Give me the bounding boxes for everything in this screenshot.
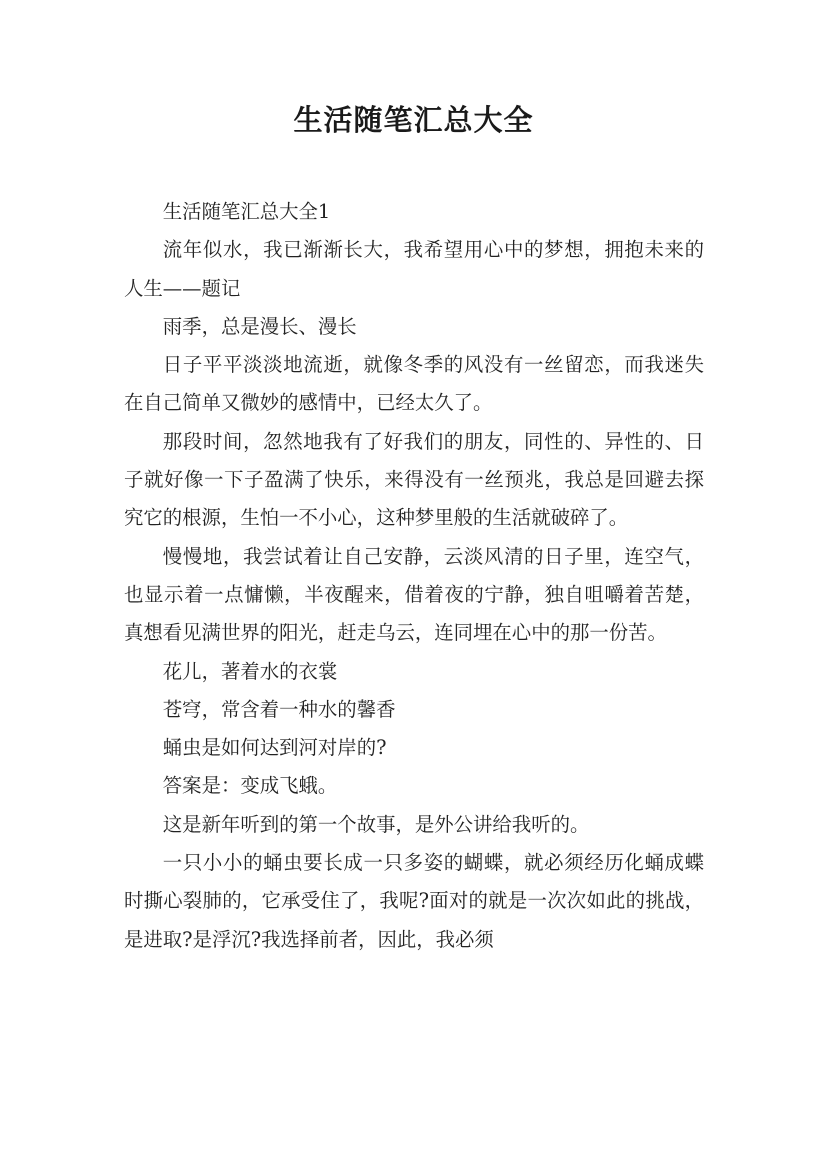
paragraph: 蛹虫是如何达到河对岸的? [162, 736, 387, 760]
paragraph: 答案是：变成飞蛾。 [162, 774, 338, 798]
paragraph: 那段时间，忽然地我有了好我们的朋友，同性的、异性的、日子就好像一下子盈满了快乐，来得没有一丝预兆，我总是回避去探究它的根源，生怕一不小心，这种梦里般的生活就破碎了。 [124, 429, 704, 530]
paragraph: 花儿，著着水的衣裳 [162, 659, 338, 683]
paragraph: 雨季，总是漫长、漫长 [162, 314, 357, 338]
paragraph: 一只小小的蛹虫要长成一只多姿的蝴蝶，就必须经历化蛹成蝶时撕心裂肺的，它承受住了，我呢?面对的就是一次次如此的挑战，是进取?是浮沉?我选择前者，因此，我必须 [124, 851, 704, 951]
paragraph: 慢慢地，我尝试着让自己安静，云淡风清的日子里，连空气，也显示着一点慵懒，半夜醒来，借着夜的宁静，独自咀嚼着苦楚，真想看见满世界的阳光，赶走乌云，连同埋在心中的那一份苦。 [124, 544, 704, 645]
document-body [124, 193, 704, 959]
paragraph: 流年似水，我已渐渐长大，我希望用心中的梦想，拥抱未来的人生——题记 [124, 238, 704, 300]
paragraph: 苍穹，常含着一种水的馨香 [162, 697, 396, 721]
paragraph-heading: 生活随笔汇总大全1 [162, 200, 331, 223]
paragraph: 日子平平淡淡地流逝，就像冬季的风没有一丝留恋，而我迷失在自己简单又微妙的感情中，已经太久了。 [124, 353, 704, 415]
paragraph: 这是新年听到的第一个故事，是外公讲给我听的。 [162, 812, 590, 836]
document-title: 生活随笔汇总大全 [293, 103, 534, 137]
